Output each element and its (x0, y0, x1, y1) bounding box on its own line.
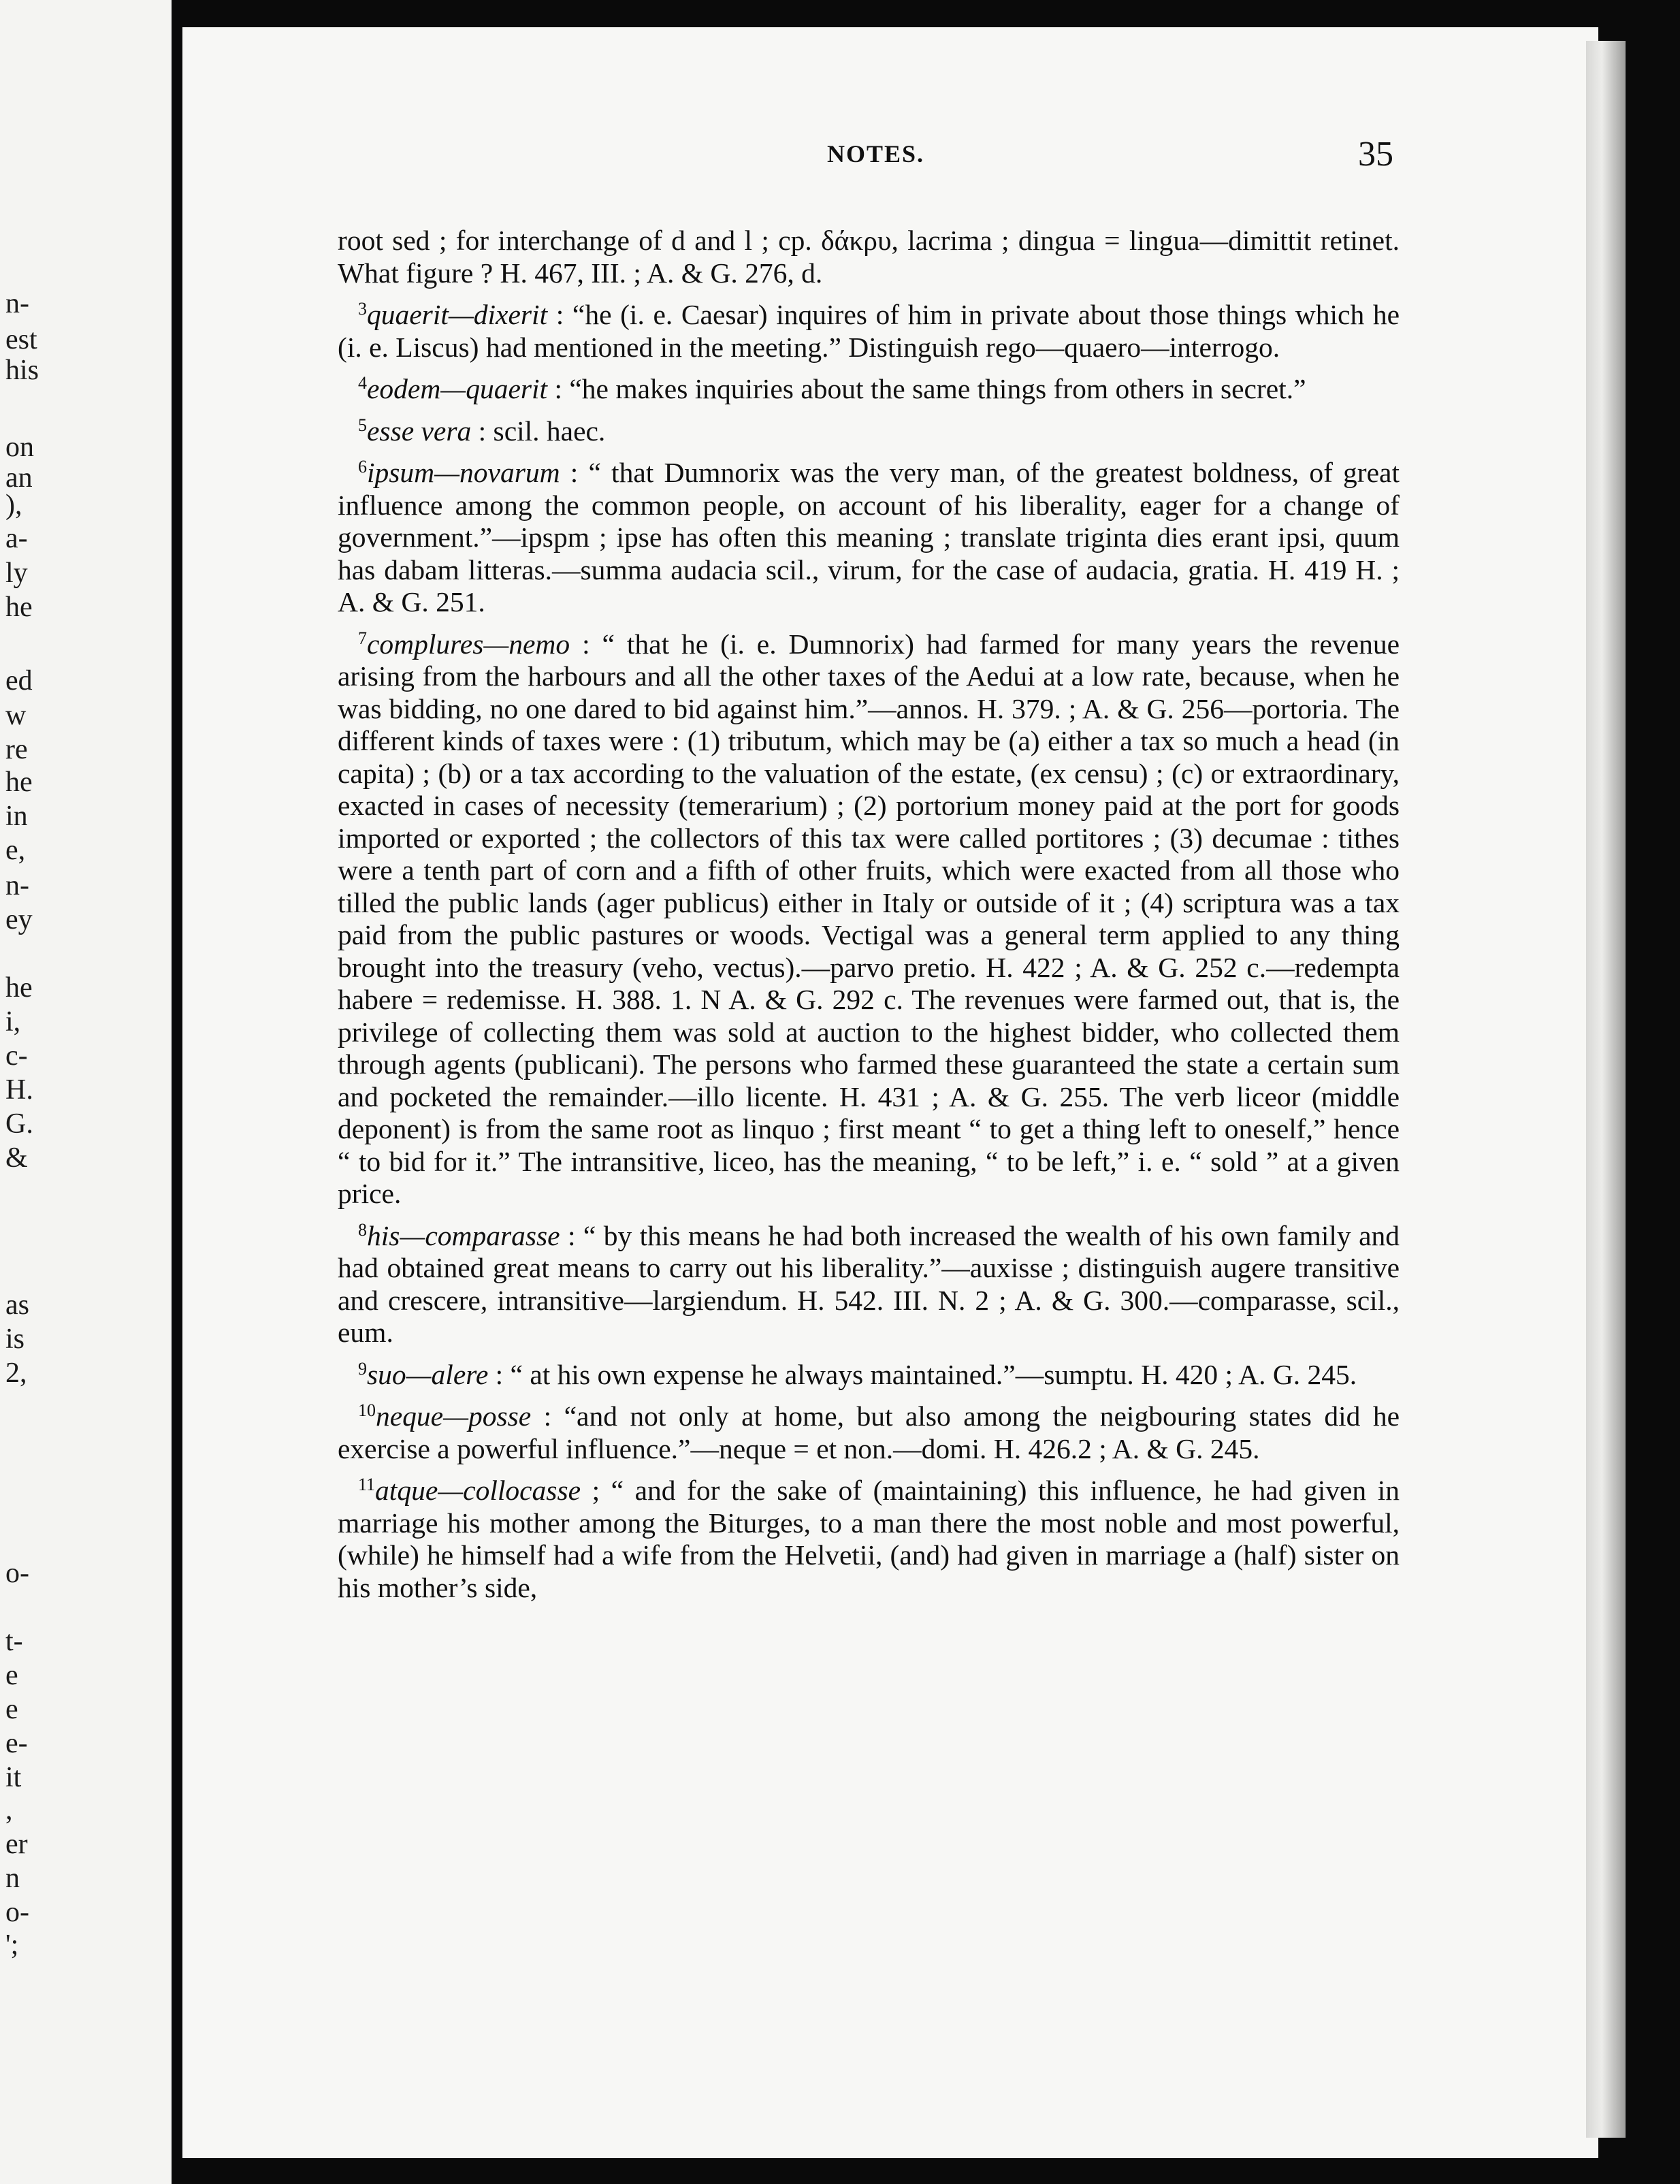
margin-fragment: he (5, 592, 33, 623)
note-number: 4 (358, 373, 367, 393)
margin-fragment: est (5, 324, 37, 355)
margin-fragment: his (5, 355, 39, 386)
note-lemma: his—comparasse (367, 1219, 560, 1251)
note-text: ; “ and for the sake of (maintaining) this influence, he had given in marriage his mother among the Biturges, to a man there the most noble and most powerful, (while) he himself had a wife from the Helvetii, (and) had given in marriage a (half) sister on his mother’s side, (338, 1475, 1400, 1603)
note-number: 5 (358, 415, 367, 435)
note-number: 9 (358, 1358, 367, 1379)
margin-fragment: c- (5, 1040, 28, 1072)
note-lemma: eodem—quaerit (367, 373, 548, 404)
margin-fragment: H. (5, 1074, 33, 1106)
note-number: 7 (358, 628, 367, 648)
note-text: : “ that Dumnorix was the very man, of the greatest boldness, of great influence among the common people, on account of his liberality, eager for a change of government.”—ipspm ; ipse has often this meaning ; translate triginta dies erant ipsi, quum has dabam litteras.—summa audacia scil., virum, for the case of audacia, gratia. H. 419 H. ; A. & G. 251. (338, 457, 1400, 617)
margin-fragment: & (5, 1142, 28, 1174)
margin-fragment: a- (5, 523, 28, 554)
note-lemma: esse vera (367, 415, 472, 447)
note-6 (338, 457, 1400, 619)
note-3 (338, 299, 1400, 364)
note-5 (338, 415, 1400, 448)
note-11 (338, 1475, 1400, 1604)
note-9 (338, 1359, 1400, 1392)
notes-text-block (338, 225, 1400, 1613)
left-page-margin (0, 0, 172, 2184)
note-text: : “ by this means he had both increased the wealth of his own family and had obtained great means to carry out his liberality.”—auxisse ; distinguish augere transitive and crescere, intransitive—largiendum. H. 542. III. N. 2 ; A. & G. 300.—comparasse, scil., eum. (338, 1219, 1400, 1348)
note-text: : scil. haec. (478, 415, 606, 447)
note-10 (338, 1400, 1400, 1465)
margin-fragment: as (5, 1289, 29, 1321)
page-edge (1586, 41, 1626, 2138)
margin-fragment: e (5, 1694, 18, 1725)
note-lemma: neque—posse (376, 1400, 532, 1432)
note-lemma: quaerit—dixerit (367, 299, 548, 330)
note-lemma: ipsum—novarum (367, 457, 560, 488)
margin-fragment: , (5, 1795, 13, 1826)
margin-fragment: o- (5, 1558, 29, 1589)
margin-fragment: ey (5, 904, 33, 935)
note-4 (338, 373, 1400, 406)
note-text: : “he makes inquiries about the same things from others in secret.” (554, 373, 1306, 404)
margin-fragment: n- (5, 870, 29, 901)
margin-fragment: e- (5, 1728, 28, 1759)
note-number: 6 (358, 457, 367, 477)
note-number: 10 (358, 1400, 376, 1420)
note-lemma: suo—alere (367, 1358, 489, 1390)
margin-fragment: he (5, 767, 33, 798)
margin-fragment: er (5, 1829, 28, 1860)
margin-fragment: n (5, 1863, 20, 1894)
margin-fragment: e, (5, 835, 26, 866)
margin-fragment: is (5, 1323, 25, 1355)
margin-fragment: e (5, 1660, 18, 1691)
margin-fragment: re (5, 734, 28, 765)
note-7 (338, 628, 1400, 1210)
note-8 (338, 1220, 1400, 1349)
note-lemma: atque—collocasse (375, 1475, 581, 1506)
note-text: : “ that he (i. e. Dumnorix) had farmed for many years the revenue arising from the harbours and all the other taxes of the Aedui at a low rate, because, when he was bidding, no one dared to bid against him.”—annos. H. 379. ; A. & G. 256—portoria. The different kinds of taxes were : (1) tributum, which may be (a) either a tax so much a head (in capita) ; (b) or a tax according to the valuation of the estate, (ex censu) ; (c) or extraordinary, exacted in cases of necessity (temerarium) ; (2) portorium money paid at the port for goods imported or exported ; the collectors of this tax were called portitores ; (3) decumae : tithes were a tenth part of corn and a fifth of other fruits, which were exacted from all those who tilled the public lands (ager publicus) either in Italy or outside of it ; (4) scriptura was a tax paid from the public pastures or woods. Vectigal was a general term applied to any thing brought into the treasury (veho, vectus).—parvo pretio. H. 422 ; A. & G. 252 c.—redempta habere = redemisse. H. 388. 1. N A. & G. 292 c. The revenues were farmed out, that is, the privilege of collecting them was sold at auction to the highest bidder, who collected them through agents (publicani). The persons who farmed these guaranteed the state a certain sum and pocketed the remainder.—illo licente. H. 431 ; A. & G. 255. The verb liceor (middle deponent) is from the same root as linquo ; first meant “ to get a thing left to oneself,” hence “ to bid for it.” The intransitive, liceo, has the meaning, “ to be left,” i. e. “ sold ” at a given price. (338, 628, 1400, 1209)
margin-fragment: it (5, 1762, 22, 1793)
note-text: : “and not only at home, but also among the neigbouring states did he exercise a powerful influence.”—neque = et non.—domi. H. 426.2 ; A. & G. 245. (338, 1400, 1400, 1464)
margin-fragment: n- (5, 288, 29, 319)
margin-fragment: w (5, 700, 27, 731)
page-number: 35 (1358, 135, 1393, 174)
margin-fragment: ly (5, 558, 28, 589)
margin-fragment: t- (5, 1626, 23, 1657)
note-continuation (338, 225, 1400, 289)
note-number: 8 (358, 1219, 367, 1240)
margin-fragment: ), (5, 489, 22, 521)
margin-fragment: on (5, 432, 34, 463)
running-title: NOTES. (827, 140, 925, 167)
margin-fragment: o- (5, 1897, 29, 1928)
note-number: 3 (358, 299, 367, 319)
margin-fragment: 2, (5, 1358, 27, 1389)
margin-fragment: G. (5, 1108, 33, 1140)
running-head (0, 135, 1680, 180)
margin-fragment: ed (5, 665, 33, 696)
note-text: root sed ; for interchange of d and l ; cp. δάκρυ, lacrima ; dingua = lingua—dimittit retinet. What figure ? H. 467, III. ; A. & G. 276, d. (338, 225, 1400, 289)
note-lemma: complures—nemo (367, 628, 570, 660)
note-text: : “he (i. e. Caesar) inquires of him in private about those things which he (i. e. Liscus) had mentioned in the meeting.” Distinguish rego—quaero—interrogo. (338, 299, 1400, 363)
margin-fragment: in (5, 801, 28, 832)
margin-fragment: i, (5, 1006, 21, 1038)
note-text: : “ at his own expense he always maintained.”—sumptu. H. 420 ; A. G. 245. (495, 1358, 1357, 1390)
margin-fragment: an (5, 462, 33, 494)
note-number: 11 (358, 1475, 376, 1494)
margin-fragment: he (5, 972, 33, 1003)
margin-fragment: '; (5, 1929, 19, 1961)
